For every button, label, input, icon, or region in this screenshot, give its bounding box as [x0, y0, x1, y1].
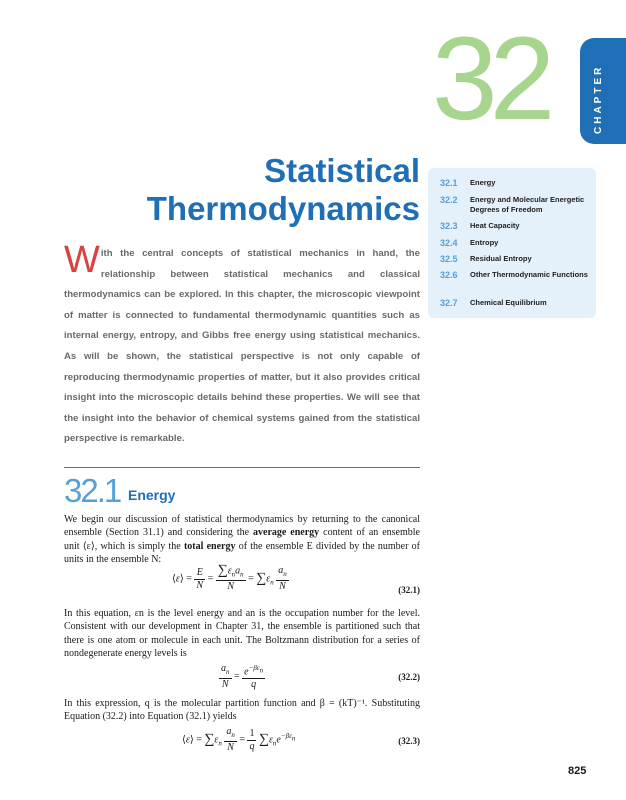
chapter-title: [147, 152, 420, 228]
toc-item[interactable]: [440, 298, 596, 308]
toc-number: 32.4: [440, 238, 458, 248]
toc-item[interactable]: [440, 178, 596, 188]
table-of-contents: [428, 168, 596, 318]
equation-label: (32.2): [398, 672, 420, 682]
equation-32-3: ⟨ε⟩ = $\sum\varepsilon_n$ $\frac{a_n}{N}$ = $\frac{1}{q}$ $\sum\varepsilon_ne^{-\beta\varepsilon n}$ (32.3): [182, 726, 420, 753]
p1-text-c: of the ensemble E divided by the number of units in the ensemble N:: [64, 540, 420, 565]
page-number: 825: [568, 765, 587, 777]
equation-32-2: $\frac{a_n}{N}$ = $\frac{e^{-\beta\varepsilon n}}{q}$ (32.2): [221, 662, 420, 691]
chapter-number: 32: [432, 13, 548, 145]
toc-text: Chemical Equilibrium: [470, 298, 547, 307]
toc-text: Entropy: [470, 238, 499, 247]
equation-label: (32.3): [398, 736, 420, 746]
toc-number: 32.6: [440, 270, 458, 280]
intro-text: ith the central concepts of statistical mechanics in hand, the relationship between statistical mechanics and classical thermodynamics can be explored. In this chapter, the microscopic viewpoint of matter is connected to fundamental thermodynamic quantities such as internal energy, entropy, and Gibbs free energy using statistical mechanics. As will be shown, the statistical perspective is not only capable of reproducing thermodynamic properties of matter, but it also provides critical insight into the microscopic details behind these properties. We will see that the insight into the behavior of chemical systems gained from the statistical perspective is remarkable.: [64, 248, 420, 445]
toc-number: 32.5: [440, 254, 458, 264]
body-paragraph-2: In this equation, εn is the level energy and an is the occupation number for the level. Consistent with our development in Chapter 31, the ensemble is partitioned such that there is one atom or molecule in each unit. The Boltzmann distribution for a series of nondegenerate energy levels is: [64, 608, 420, 659]
chapter-title-line2: Thermodynamics: [146, 190, 420, 227]
toc-item[interactable]: [440, 254, 596, 264]
term-average-energy: average energy: [253, 527, 320, 539]
toc-item[interactable]: [440, 238, 596, 248]
section-title: Energy: [128, 487, 176, 503]
toc-number: 32.3: [440, 221, 458, 231]
equation-label: (32.1): [398, 585, 420, 595]
toc-text: Residual Entropy: [470, 254, 532, 263]
toc-text: Energy and Molecular Energetic Degrees of Freedom: [470, 195, 585, 214]
toc-item[interactable]: [440, 221, 596, 231]
drop-cap: W: [64, 239, 100, 281]
toc-text: Heat Capacity: [470, 221, 520, 230]
toc-text: Other Thermodynamic Functions: [470, 270, 588, 279]
p1-text-a: We begin our discussion of statistical thermodynamics by returning to the canonical ensemble (Section 31.1) and considering the: [64, 514, 420, 539]
toc-item[interactable]: [440, 270, 596, 280]
chapter-tab: [580, 38, 626, 144]
toc-number: 32.7: [440, 298, 458, 308]
toc-text: Energy: [470, 178, 496, 187]
intro-paragraph: [64, 239, 420, 450]
chapter-title-line1: Statistical: [264, 152, 420, 189]
body-paragraph-3: In this expression, q is the molecular partition function and β = (kT)⁻¹. Substituting Equation (32.2) into Equation (32.1) yields: [64, 698, 420, 723]
p1-text-b: content of an ensemble unit ⟨ε⟩, which is simply the: [64, 527, 420, 552]
toc-number: 32.2: [440, 195, 458, 205]
term-total-energy: total energy: [183, 540, 236, 552]
toc-item[interactable]: [440, 195, 596, 215]
section-divider: [64, 467, 420, 468]
section-number: 32.1: [64, 472, 121, 509]
chapter-label: CHAPTER: [593, 64, 604, 134]
toc-number: 32.1: [440, 178, 458, 188]
equation-32-1: ⟨ε⟩ = $\frac{E}{N}$ = $\frac{\sum\varepsilon_na_n}{N}$ = $\sum\varepsilon_n$ $\frac{a_n}{N}$ (32.1): [172, 563, 420, 595]
body-paragraph-1: [64, 513, 420, 566]
